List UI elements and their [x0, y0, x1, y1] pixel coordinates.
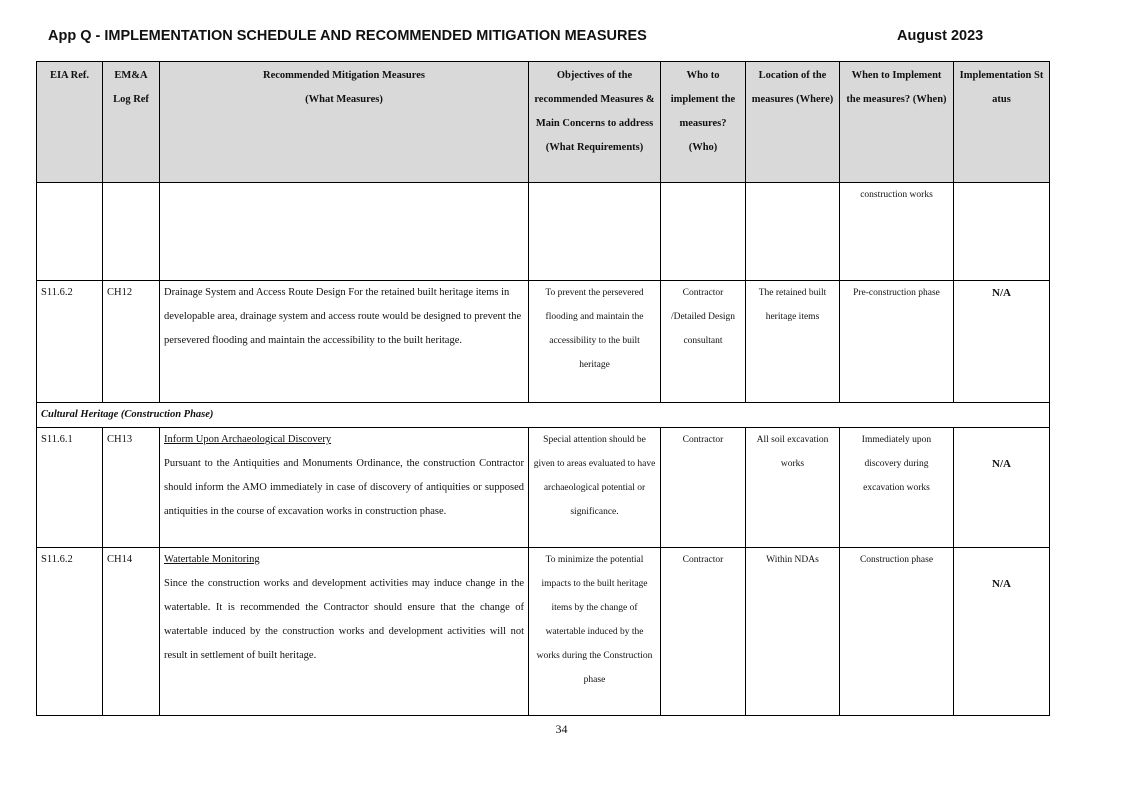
header-measures	[160, 62, 529, 183]
cell-location: The retained built heritage items	[746, 281, 840, 403]
cell-log-ref: CH12	[103, 281, 160, 403]
measure-title: Watertable Monitoring	[164, 554, 260, 565]
page-number: 34	[555, 722, 568, 736]
cell-log-ref: CH14	[103, 548, 160, 716]
cell-status: N/A	[954, 548, 1050, 716]
header-who: Who to implement the measures? (Who)	[661, 62, 746, 183]
header-when: When to Implement the measures? (When)	[840, 62, 954, 183]
cell-when: Construction phase	[840, 548, 954, 716]
page-title: App Q - IMPLEMENTATION SCHEDULE AND RECOMMENDED MITIGATION MEASURES	[48, 28, 647, 44]
cell-objectives: Special attention should be given to areas evaluated to have archaeological potential or significance.	[529, 428, 661, 548]
cell-eia-ref: S11.6.2	[37, 548, 103, 716]
measure-title: Inform Upon Archaeological Discovery	[164, 434, 332, 445]
section-row	[37, 403, 1050, 428]
cell-eia-ref: S11.6.1	[37, 428, 103, 548]
implementation-schedule-table	[36, 61, 1050, 716]
cell-measure	[160, 548, 529, 716]
header-ema-log-ref: EM&A Log Ref	[103, 62, 160, 183]
cell-location: Within NDAs	[746, 548, 840, 716]
cell-who: Contractor	[661, 548, 746, 716]
cell-status: N/A	[954, 428, 1050, 548]
table-row-ch13	[37, 428, 1050, 548]
measure-text: Since the construction works and development activities may induce change in the watertable. It is recommended the Contractor should ensure that the change of watertable induced by the construction works and development activities will not result in settlement of built heritage.	[164, 578, 524, 661]
table-row-ch12	[37, 281, 1050, 403]
cell-who: Contractor /Detailed Design consultant	[661, 281, 746, 403]
cell-location: All soil excavation works	[746, 428, 840, 548]
section-title: Cultural Heritage (Construction Phase)	[37, 403, 1050, 428]
cell-objectives: To minimize the potential impacts to the built heritage items by the change of watertable induced by the works during the Construction phase	[529, 548, 661, 716]
header-status: Implementation Status	[954, 62, 1050, 183]
header-location: Location of the measures (Where)	[746, 62, 840, 183]
measure-text: Pursuant to the Antiquities and Monuments Ordinance, the construction Contractor should inform the AMO immediately in case of discovery of antiquities or supposed antiquities in the course of excavation works in construction phase.	[164, 458, 524, 517]
cell-eia-ref: S11.6.2	[37, 281, 103, 403]
document-date: August 2023	[897, 28, 984, 44]
cell-log-ref: CH13	[103, 428, 160, 548]
cell-when: Pre-construction phase	[840, 281, 954, 403]
cell-measure: Drainage System and Access Route Design For the retained built heritage items in developable area, drainage system and access route would be designed to prevent the persevered flooding and maintain the accessibility to the built heritage.	[160, 281, 529, 403]
table-row-continued	[37, 183, 1050, 281]
cell-when: Immediately upon discovery during excavation works	[840, 428, 954, 548]
cell-when: construction works	[840, 183, 954, 281]
header-measures-line2: (What Measures)	[305, 94, 383, 105]
cell-measure	[160, 428, 529, 548]
cell-status: N/A	[954, 281, 1050, 403]
table-row-ch14	[37, 548, 1050, 716]
table-header-row	[37, 62, 1050, 183]
header-objectives: Objectives of the recommended Measures & Main Concerns to address (What Requirements)	[529, 62, 661, 183]
header-measures-line1: Recommended Mitigation Measures	[263, 70, 425, 81]
cell-who: Contractor	[661, 428, 746, 548]
header-eia-ref: EIA Ref.	[37, 62, 103, 183]
cell-objectives: To prevent the persevered flooding and maintain the accessibility to the built heritage	[529, 281, 661, 403]
